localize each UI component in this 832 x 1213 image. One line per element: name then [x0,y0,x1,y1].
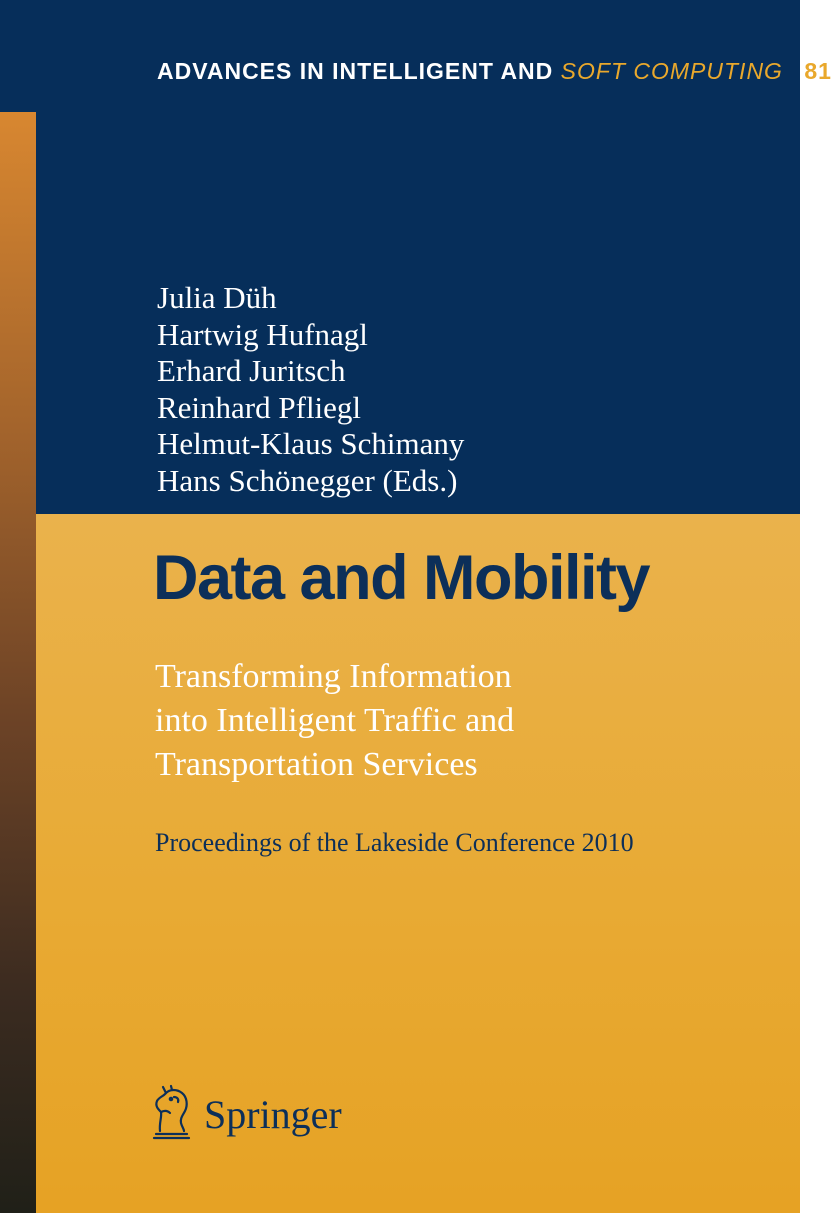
series-title [157,55,832,87]
book-subtitle [155,655,514,787]
proceedings-line: Proceedings of the Lakeside Conference 2010 [155,828,634,857]
subtitle-line: Transportation Services [155,746,478,783]
publisher-name: Springer [204,1092,342,1137]
cover-left-strip [0,112,36,1213]
publisher-logo [146,1085,342,1145]
editor-name: Hartwig Hufnagl [157,316,368,352]
series-number: 81 [804,58,832,84]
editor-name: Erhard Juritsch [157,353,346,388]
editor-name: Julia Düh [157,280,277,315]
editors-list [157,280,464,499]
book-title: Data and Mobility [153,543,650,613]
subtitle-line: Transforming Information [155,658,512,695]
editor-name: Reinhard Pfliegl [157,389,362,425]
cover-bottom-band [0,514,800,1213]
subtitle-line: into Intelligent Traffic and [155,702,515,739]
springer-horse-icon [146,1085,196,1146]
editor-name: Helmut-Klaus Schimany [157,426,465,461]
series-title-main: ADVANCES IN INTELLIGENT AND [157,58,554,84]
editor-name: Hans Schönegger (Eds.) [157,462,458,498]
series-title-italic: SOFT COMPUTING [560,58,783,84]
